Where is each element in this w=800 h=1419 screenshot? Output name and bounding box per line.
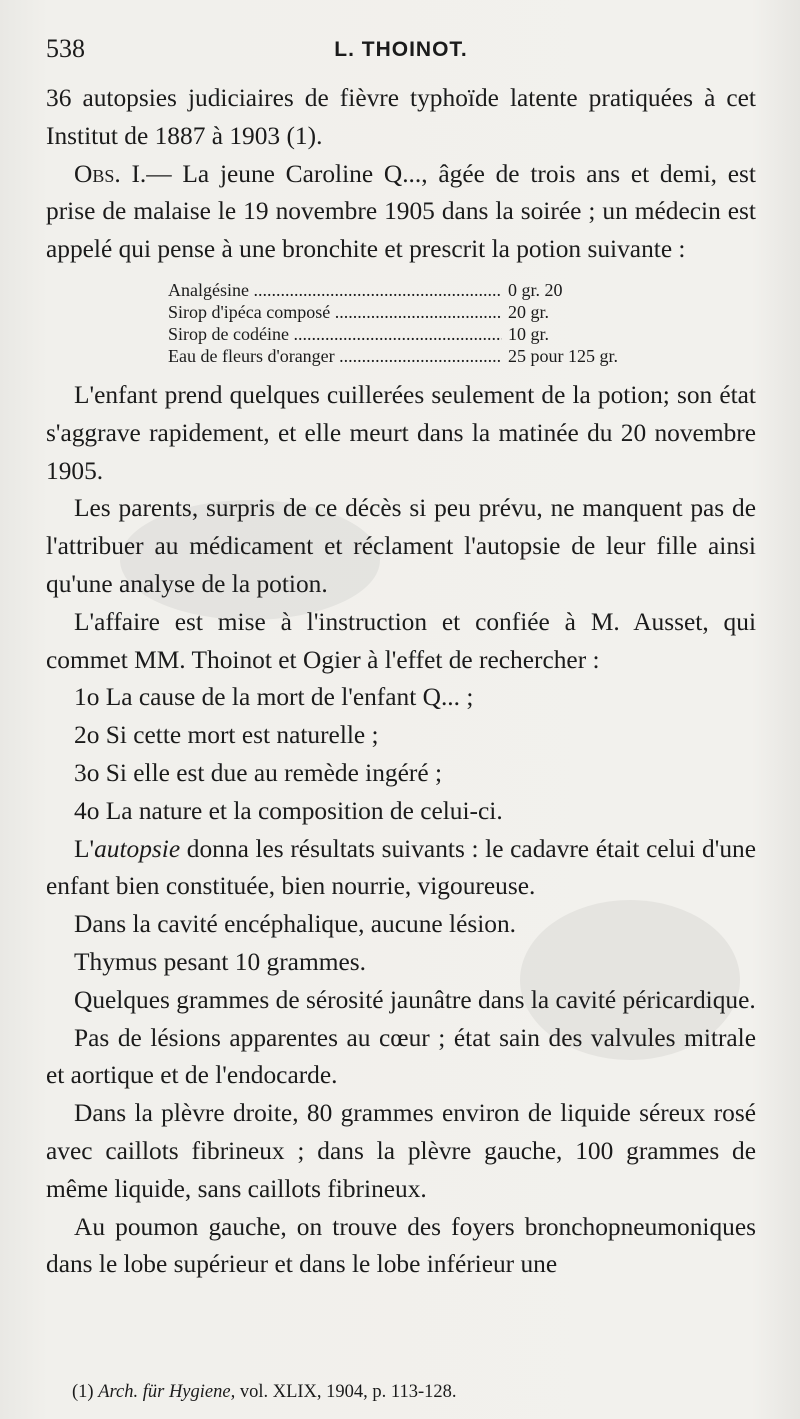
list-item: 1o La cause de la mort de l'enfant Q... ;: [74, 683, 474, 712]
page-header: [46, 34, 756, 74]
list-item: 4o La nature et la composition de celui-ci.: [74, 796, 503, 825]
paragraph: L'affaire est mise à l'instruction et confiée à M. Ausset, qui commet MM. Thoinot et Ogier à l'effet de rechercher :: [46, 607, 756, 674]
prescription-table: [168, 279, 668, 367]
ingredient-name: Analgésine .....: [168, 279, 502, 301]
ingredient-name: Sirop de codéine .....: [168, 323, 502, 345]
footnote: [72, 1382, 762, 1403]
paragraph: L'enfant prend quelques cuillerées seulement de la potion; son état s'aggrave rapidement, et elle meurt dans la matinée du 20 novembre 1905.: [46, 380, 756, 485]
ingredient-name: Sirop d'ipéca composé .....: [168, 301, 502, 323]
footnote-journal: Arch. für Hygiene,: [98, 1382, 236, 1402]
footnote-reference: vol. XLIX, 1904, p. 113-128.: [239, 1382, 457, 1402]
ingredient-quantity: 0 gr. 20: [508, 279, 563, 300]
body-text: [46, 80, 756, 1284]
ingredient-name: Eau de fleurs d'oranger .....: [168, 345, 502, 367]
list-item: 2o Si cette mort est naturelle ;: [74, 721, 379, 750]
paragraph: Dans la cavité encéphalique, aucune lésion.: [74, 910, 517, 939]
list-item: 3o Si elle est due au remède ingéré ;: [74, 758, 443, 787]
prescription-row: [168, 323, 668, 345]
prescription-row: [168, 279, 668, 301]
observation-paragraph: [46, 156, 756, 269]
prescription-row: [168, 301, 668, 323]
autopsy-text: donna les résultats suivants : le cadavre était celui d'une enfant bien constituée, bien nourrie, vigoureuse.: [46, 834, 756, 901]
footnote-marker: (1): [72, 1382, 94, 1402]
autopsy-italic: autopsie: [94, 834, 181, 863]
paragraph: Au poumon gauche, on trouve des foyers bronchopneumoniques dans le lobe supérieur et dans le lobe inférieur une: [46, 1212, 756, 1279]
page-number: 538: [46, 34, 85, 63]
paragraph: Quelques grammes de sérosité jaunâtre dans la cavité péricardique.: [74, 985, 756, 1014]
paragraph: Les parents, surpris de ce décès si peu prévu, ne manquent pas de l'attribuer au médicament et réclament l'autopsie de leur fille ainsi qu'une analyse de la potion.: [46, 494, 756, 598]
ingredient-quantity: 20 gr.: [508, 301, 550, 322]
ingredient-quantity: 25 pour 125 gr.: [508, 345, 618, 366]
paragraph: Pas de lésions apparentes au cœur ; état sain des valvules mitrale et aortique et de l'endocarde.: [46, 1023, 756, 1090]
autopsy-lead: L': [74, 834, 95, 863]
autopsy-paragraph: [46, 831, 756, 907]
paragraph: Thymus pesant 10 grammes.: [74, 947, 366, 976]
running-head: L. THOINOT.: [334, 38, 468, 61]
observation-text: — La jeune Caroline Q..., âgée de trois ans et demi, est prise de malaise le 19 novembre 1905 dans la soirée ; un médecin est appelé qui pense à une bronchite et prescrit la potion suivante :: [46, 159, 756, 264]
paragraph: 36 autopsies judiciaires de fièvre typhoïde latente pratiquées à cet Institut de 1887 à 1903 (1).: [46, 84, 756, 150]
ingredient-quantity: 10 gr.: [508, 323, 550, 344]
prescription-row: [168, 345, 668, 367]
observation-label: Obs. I.: [74, 159, 147, 188]
paragraph: Dans la plèvre droite, 80 grammes environ de liquide séreux rosé avec caillots fibrineux ; dans la plèvre gauche, 100 grammes de même liquide, sans caillots fibrineux.: [46, 1099, 756, 1203]
